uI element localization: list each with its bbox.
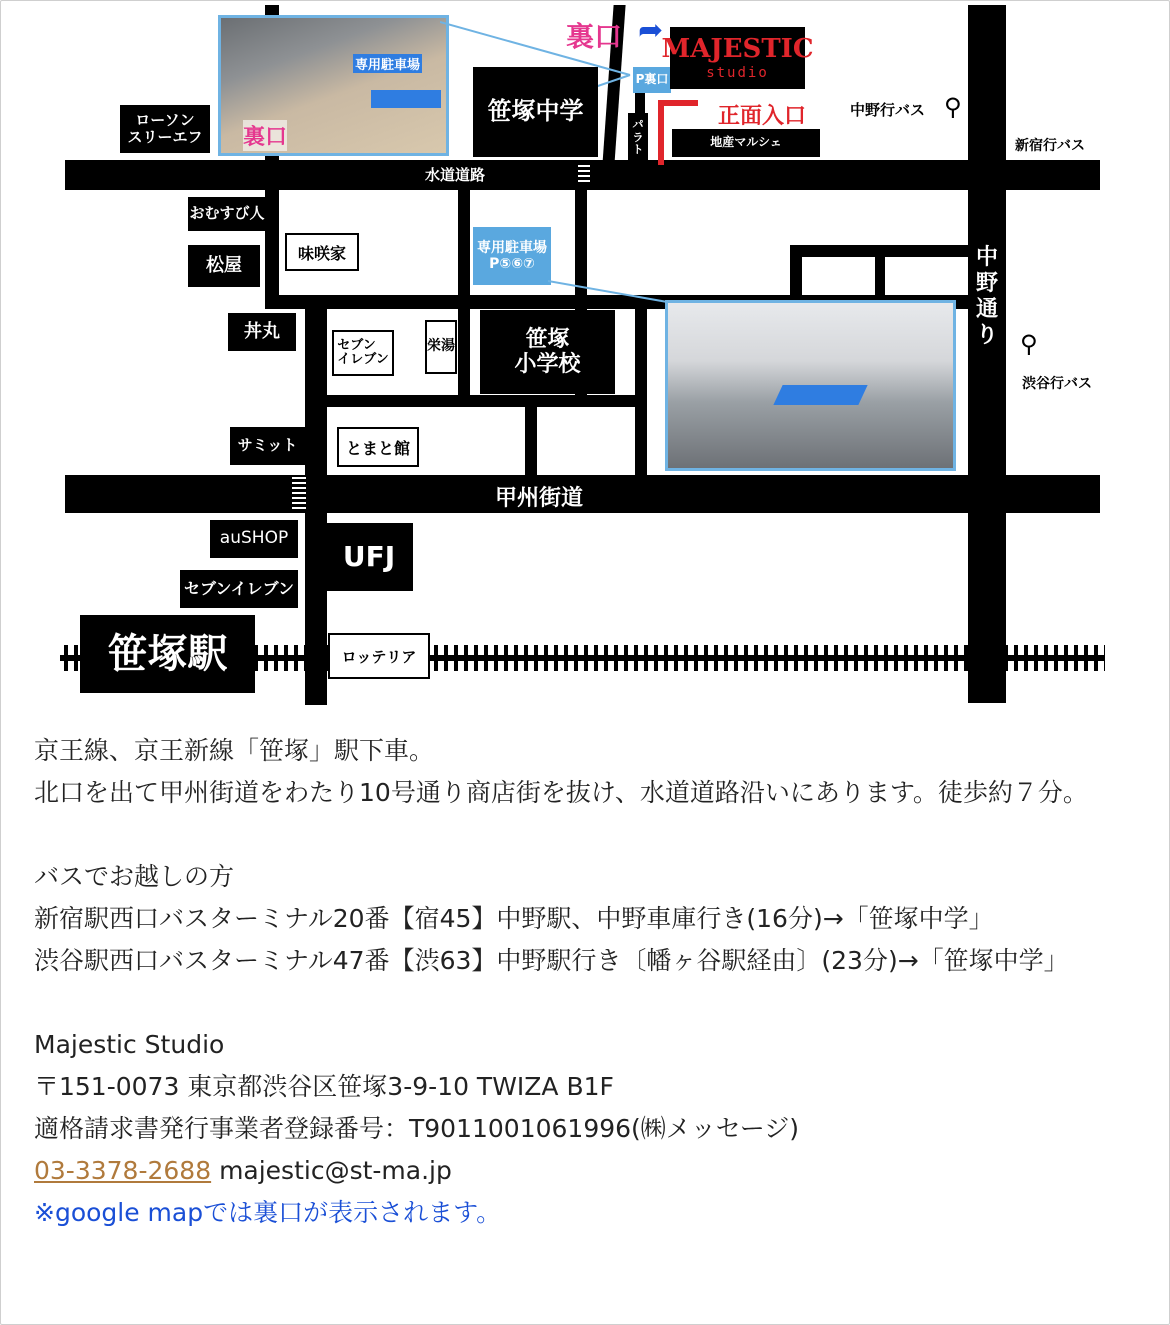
- road-v9: [790, 245, 802, 305]
- rail-tie: [804, 645, 808, 671]
- rail-tie: [634, 645, 638, 671]
- rail-tie: [914, 645, 918, 671]
- rail-tie: [924, 645, 928, 671]
- rail-tie: [624, 645, 628, 671]
- rail-tie: [484, 645, 488, 671]
- road-v2: [305, 295, 327, 705]
- majestic-logo: [661, 27, 814, 89]
- rail-tie: [274, 645, 278, 671]
- rail-tie: [774, 645, 778, 671]
- walk-directions: 北口を出て甲州街道をわたり10号通り商店街を抜け、水道道路沿いにあります。徒歩約７分。: [34, 778, 1088, 807]
- rail-tie: [764, 645, 768, 671]
- rail-tie: [544, 645, 548, 671]
- tomato-kan: とまと館: [337, 427, 419, 467]
- road-label-suido: 水道道路: [425, 166, 486, 184]
- rail-tie: [864, 645, 868, 671]
- matsuya-store: 松屋: [188, 245, 260, 287]
- bus-stop-icon: ⚲: [1020, 330, 1038, 358]
- shibuya-bus-label: 渋谷行バス: [1022, 376, 1092, 392]
- ura-arrow-icon: ➦: [638, 13, 664, 48]
- donmaru-store: 丼丸: [228, 313, 296, 351]
- crosswalk-icon: [578, 165, 590, 185]
- rail-tie: [904, 645, 908, 671]
- majestic-logo-sub: studio: [706, 64, 769, 81]
- rail-tie: [934, 645, 938, 671]
- rail-tie: [64, 645, 68, 671]
- rail-tie: [654, 645, 658, 671]
- rail-tie: [294, 645, 298, 671]
- rail-tie: [1014, 645, 1018, 671]
- rail-tie: [734, 645, 738, 671]
- rail-tie: [614, 645, 618, 671]
- rail-tie: [784, 645, 788, 671]
- parat-marker: パラト: [628, 113, 648, 163]
- rail-tie: [674, 645, 678, 671]
- ufj-bank: UFJ: [325, 523, 413, 591]
- ajisaki-store: 味咲家: [285, 233, 359, 271]
- crosswalk-icon: [292, 477, 306, 511]
- rail-tie: [474, 645, 478, 671]
- rail-tie: [264, 645, 268, 671]
- bus-route-1: 新宿駅西口バスターミナル20番【宿45】中野駅、中野車庫行き(16分)→「笹塚中学」: [34, 904, 994, 933]
- rail-tie: [844, 645, 848, 671]
- front-arrow-head-icon: [658, 100, 698, 106]
- rail-tie: [854, 645, 858, 671]
- road-label-koshu: 甲州街道: [495, 486, 584, 511]
- rail-tie: [514, 645, 518, 671]
- lotteria-label: ロッテリア: [328, 633, 430, 679]
- invoice-number: 適格請求書発行事業者登録番号：T9011001061996(㈱メッセージ): [34, 1114, 800, 1143]
- rail-tie: [754, 645, 758, 671]
- chisan-marche: 地産マルシェ: [672, 129, 820, 157]
- road-v10: [875, 255, 885, 300]
- rail-tie: [704, 645, 708, 671]
- rail-tie: [304, 645, 308, 671]
- front-entrance-label: 正面入口: [718, 104, 807, 129]
- bus-route-2: 渋谷駅西口バスターミナル47番【渋63】中野駅行き〔幡ヶ谷駅経由〕(23分)→「笹塚中学」: [34, 946, 1069, 975]
- photo-parking-label: 専用駐車場: [353, 54, 422, 73]
- rail-tie: [1054, 645, 1058, 671]
- rail-tie: [894, 645, 898, 671]
- rail-tie: [1034, 645, 1038, 671]
- p-ura-marker: P裏口: [633, 67, 671, 93]
- entrance-photo: [218, 15, 449, 156]
- rail-tie: [824, 645, 828, 671]
- rail-tie: [74, 645, 78, 671]
- tokiwa-yu: 栄湯: [425, 320, 457, 374]
- road-v5: [525, 395, 537, 480]
- rail-tie: [1044, 645, 1048, 671]
- station-sasazuka: 笹塚駅: [80, 615, 255, 693]
- rail-tie: [694, 645, 698, 671]
- nakano-bus-label: 中野行バス: [850, 101, 926, 119]
- rail-tie: [554, 645, 558, 671]
- road-nakano: [968, 5, 1006, 703]
- company-name: Majestic Studio: [34, 1030, 225, 1059]
- rail-tie: [724, 645, 728, 671]
- rail-tie: [534, 645, 538, 671]
- rail-tie: [954, 645, 958, 671]
- rail-tie: [984, 645, 988, 671]
- parking-connector: [548, 277, 678, 307]
- ura-top-label: 裏口: [566, 20, 623, 53]
- train-line: 京王線、京王新線「笹塚」駅下車。: [34, 736, 435, 765]
- majestic-logo-text: MAJESTIC: [661, 34, 814, 64]
- omusubi-store: おむすび人: [188, 197, 266, 231]
- bus-stop-icon: ⚲: [944, 93, 962, 121]
- rail-tie: [1094, 645, 1098, 671]
- rail-tie: [1084, 645, 1088, 671]
- rail-tie: [944, 645, 948, 671]
- parking-spot-marker: [371, 90, 441, 108]
- rail-tie: [434, 645, 438, 671]
- access-map: [60, 5, 1105, 705]
- rail-tie: [684, 645, 688, 671]
- seven-eleven-1: セブン イレブン: [332, 330, 394, 376]
- rail-tie: [1104, 645, 1105, 671]
- rail-tie: [814, 645, 818, 671]
- rail-tie: [664, 645, 668, 671]
- rail-tie: [524, 645, 528, 671]
- road-label-nakano: 中野通り: [975, 245, 998, 348]
- phone-link[interactable]: 03-3378-2688: [34, 1156, 212, 1185]
- road-v6: [635, 295, 647, 480]
- google-map-note: ※google mapでは裏口が表示されます。: [34, 1198, 502, 1227]
- rail-tie: [594, 645, 598, 671]
- rail-tie: [874, 645, 878, 671]
- rail-tie: [284, 645, 288, 671]
- road-h2: [305, 395, 645, 407]
- rail-tie: [834, 645, 838, 671]
- contact-line: [34, 1150, 1134, 1192]
- rail-tie: [454, 645, 458, 671]
- company-address: 〒151-0073 東京都渋谷区笹塚3-9-10 TWIZA B1F: [34, 1072, 614, 1101]
- rail-tie: [314, 645, 318, 671]
- rail-tie: [584, 645, 588, 671]
- rail-tie: [604, 645, 608, 671]
- rail-tie: [644, 645, 648, 671]
- rail-tie: [1074, 645, 1078, 671]
- seven-eleven-2: セブンイレブン: [180, 570, 298, 608]
- front-arrow-icon: [658, 100, 664, 165]
- shinjuku-bus-label: 新宿行バス: [1015, 138, 1085, 154]
- rail-tie: [494, 645, 498, 671]
- rail-tie: [444, 645, 448, 671]
- sasazuka-jh-school: 笹塚中学: [473, 67, 598, 157]
- rail-tie: [1064, 645, 1068, 671]
- rail-tie: [464, 645, 468, 671]
- rail-tie: [994, 645, 998, 671]
- rail-tie: [504, 645, 508, 671]
- rail-tie: [794, 645, 798, 671]
- rail-tie: [964, 645, 968, 671]
- summit-store: サミット: [230, 427, 305, 465]
- rail-tie: [564, 645, 568, 671]
- sasazuka-es-school: 笹塚 小学校: [480, 310, 615, 394]
- rail-tie: [1024, 645, 1028, 671]
- bus-heading: バスでお越しの方: [34, 862, 235, 891]
- rail-tie: [884, 645, 888, 671]
- au-shop: auSHOP: [210, 520, 298, 558]
- parking-spot-marker: [773, 385, 867, 405]
- access-info: [34, 730, 1134, 1234]
- parking-photo: [665, 300, 956, 471]
- photo-ura-label: 裏口: [243, 120, 287, 151]
- road-v3: [458, 185, 470, 395]
- email-text: majestic@st-ma.jp: [219, 1156, 452, 1185]
- rail-tie: [714, 645, 718, 671]
- rail-tie: [744, 645, 748, 671]
- lawson-store: ローソン スリーエフ: [120, 105, 210, 153]
- rail-tie: [974, 645, 978, 671]
- rail-tie: [1004, 645, 1008, 671]
- parking-tag: 専用駐車場 P⑤⑥⑦: [473, 227, 551, 285]
- rail-tie: [574, 645, 578, 671]
